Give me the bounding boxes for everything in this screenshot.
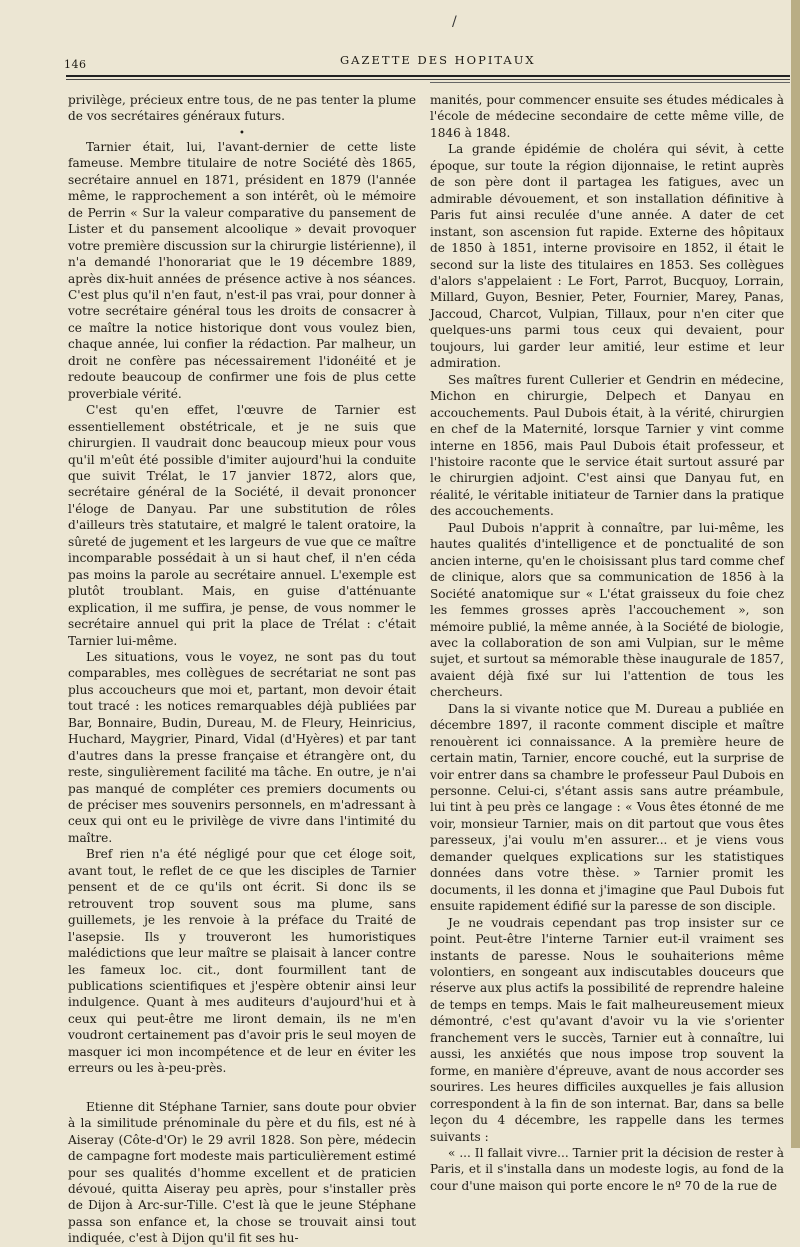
paragraph: Tarnier était, lui, l'avant-dernier de cette liste fameuse. Membre titulaire de notre Société dès 1865, secrétaire annuel en 1871, président en 1879 (l'année même, le rapprochement a son intérêt, où le mémoire de Perrin « Sur la valeur comparative du pansement de Lister et du pansement alcoolique » devait provoquer votre première discussion sur la chirurgie listérienne), il n'a demandé l'honorariat que le 19 décembre 1889, après dix-huit années de présence active à nos séances. C'est plus qu'il n'en faut, n'est-il pas vrai, pour donner à votre secrétaire général tous les droits de consacrer à ce maître la notice historique dont vous voulez bien, chaque année, lui confier la rédaction. Par malheur, un droit ne confère pas nécessairement l'idonéité et je redoute beaucoup de confirmer une fois de plus cette proverbiale vérité. <box>68 139 416 401</box>
running-head-title: GAZETTE DES HOPITAUX <box>340 53 536 67</box>
paragraph: Dans la si vivante notice que M. Dureau a publiée en décembre 1897, il raconte comment disciple et maître renouèrent ici connaissance. A la première heure de certain matin, Tarnier, encore couché, eut la surprise de voir entrer dans sa chambre le professeur Paul Dubois en personne. Celui-ci, s'étant assis sans autre préambule, lui tint à peu près ce langage : « Vous êtes étonné de me voir, monsieur Tarnier, mais on dit partout que vous êtes paresseux, j'ai voulu m'en assurer... et je viens vous demander quelques explications sur les statistiques données dans votre thèse. » Tarnier promit les documents, il les donna et j'imagine que Paul Dubois fut ensuite rapidement édifié sur la paresse de son disciple. <box>430 701 784 914</box>
paragraph: « ... Il fallait vivre... Tarnier prit la décision de rester à Paris, et il s'installa dans un modeste logis, au fond de la cour d'une maison qui porte encore le nº 70 de la rue de <box>430 1146 784 1193</box>
pen-mark: / <box>452 14 457 30</box>
paragraph: Les situations, vous le voyez, ne sont pas du tout comparables, mes collègues de secrétariat ne sont pas plus accoucheurs que moi et, partant, mon devoir était tout tracé : les notices remarquables déjà publiées par Bar, Bonnaire, Budin, Dureau, M. de Fleury, Heinricius, Huchard, Maygrier, Pinard, Vidal (d'Hyères) et par tant d'autres dans la presse française et étrangère ont, du reste, singulièrement facilité ma tâche. En outre, je n'ai pas manqué de compléter ces premiers documents ou de préciser mes souvenirs personnels, en m'adressant à ceux qui ont eu le privilège de vivre dans l'intimité du maître. <box>68 649 416 845</box>
right-column <box>430 92 785 1193</box>
paragraph: privilège, précieux entre tous, de ne pas tenter la plume de vos secrétaires généraux futurs. <box>68 93 416 124</box>
paragraph: Ses maîtres furent Cullerier et Gendrin en médecine, Michon en chirurgie, Delpech et Danyau en accouchements. Paul Dubois était, à la vérité, chirurgien en chef de la Maternité, lorsque Tarnier y vint comme interne en 1856, mais Paul Dubois était professeur, et l'histoire raconte que le service était surtout assuré par le chirurgien adjoint. C'est ainsi que Danyau fut, en réalité, le véritable initiateur de Tarnier dans la pratique des accouchements. <box>430 372 784 519</box>
paragraph: C'est qu'en effet, l'œuvre de Tarnier est essentiellement obstétricale, et je ne suis que chirurgien. Il vaudrait donc beaucoup mieux pour vous qu'il m'eût été possible d'imiter aujourd'hui la conduite que suivit Trélat, le 17 janvier 1872, alors que, secrétaire général de la Société, il devait prononcer l'éloge de Danyau. Par une substitution de rôles d'ailleurs très statutaire, et malgré le talent oratoire, la sûreté de jugement et les largeurs de vue que ce maître incomparable possédait à un si haut chef, il n'en céda pas moins la parole au secrétaire annuel. L'exemple est plutôt troublant. Mais, en guise d'atténuante explication, il me suffira, je pense, de vous nommer le secrétaire annuel qui prit la place de Trélat : c'était Tarnier lui-même. <box>68 403 416 648</box>
header-rule-thin <box>66 79 790 80</box>
left-column <box>68 92 416 1246</box>
page-binding-edge <box>791 0 800 1148</box>
paragraph: Etienne dit Stéphane Tarnier, sans doute pour obvier à la similitude prénominale du père et du fils, est né à Aiseray (Côte-d'Or) le 29 avril 1828. Son père, médecin de campagne fort modeste mais particulièrement estimé pour ses qualités d'homme excellent et de praticien dévoué, quitta Aiseray peu après, pour s'installer près de Dijon à Arc-sur-Tille. C'est là que le jeune Stéphane passa son enfance et, la chose se trouvait ainsi tout indiquée, c'est à Dijon qu'il fit ses hu- <box>68 1099 416 1246</box>
paragraph: Je ne voudrais cependant pas trop insister sur ce point. Peut-être l'interne Tarnier eut-il vraiment ses instants de paresse. Nous le souhaiterions même volontiers, en songeant aux indiscutables douceurs que réserve aux plus actifs la possibilité de reprendre haleine de temps en temps. Mais le fait malheureusement mieux démontré, c'est qu'avant d'avoir vu la vie s'orienter franchement vers le succès, Tarnier eut à connaître, lui aussi, les anxiétés que nous impose trop souvent la forme, en manière d'épreuve, avant de nous accorder ses sourires. Les heures difficiles auxquelles je fais allusion correspondent à la fin de son internat. Bar, dans sa belle leçon du 4 décembre, les rappelle dans les termes suivants : <box>430 915 784 1144</box>
paragraph: La grande épidémie de choléra qui sévit, à cette époque, sur toute la région dijonnaise, le retint auprès de son père dont il partagea les fatigues, avec un admirable dévouement, et son installation définitive à Paris fut ainsi reculée d'une année. A dater de cet instant, son ascension fut rapide. Externe des hôpitaux de 1850 à 1851, interne provisoire en 1852, il était le second sur la liste des titulaires en 1853. Ses collègues d'alors s'appelaient : Le Fort, Parrot, Bucquoy, Lorrain, Millard, Guyon, Besnier, Peter, Fournier, Marey, Panas, Jaccoud, Charcot, Vulpian, Tillaux, pour n'en citer que quelques-uns parmi tous ceux qui devaient, pour toujours, lui garder leur amitié, leur estime et leur admiration. <box>430 142 784 371</box>
paragraph: Paul Dubois n'apprit à connaître, par lui-même, les hautes qualités d'intelligence et de ponctualité de son ancien interne, qu'en le choisissant plus tard comme chef de clinique, alors que sa communication de 1856 à la Société anatomique sur « L'état graisseux du foie chez les femmes grosses après l'accouchement », son mémoire publié, la même année, à la Société de biologie, avec la collaboration de son ami Vulpian, sur le même sujet, et surtout sa mémorable thèse inaugurale de 1857, avaient déjà fixé sur lui l'attention de tous les chercheurs. <box>430 520 785 700</box>
paragraph: manités, pour commencer ensuite ses études médicales à l'école de médecine secondaire de cette même ville, de 1846 à 1848. <box>430 93 784 140</box>
page-number: 146 <box>64 58 87 71</box>
paragraph: Bref rien n'a été négligé pour que cet éloge soit, avant tout, le reflet de ce que les disciples de Tarnier pensent et de ce qu'ils ont écrit. Si donc ils se retrouvent trop souvent sous ma plume, sans guillemets, je les renvoie à la préface du Traité de l'asepsie. Ils y trouveront les humoristiques malédictions que leur maître se plaisait à lancer contre les fameux loc. cit., dont fourmillent tant de publications scientifiques et j'espère obtenir ainsi leur indulgence. Quant à mes auditeurs d'aujourd'hui et à ceux qui peut-être me liront demain, ils ne m'en voudront certainement pas d'avoir pris le seul moyen de masquer ici mon incompétence et de leur en éviter les erreurs ou les à-peu-près. <box>68 847 416 1076</box>
header-rule-thick <box>66 75 790 77</box>
section-marker: • <box>239 127 245 139</box>
column-top-rule <box>430 82 790 83</box>
